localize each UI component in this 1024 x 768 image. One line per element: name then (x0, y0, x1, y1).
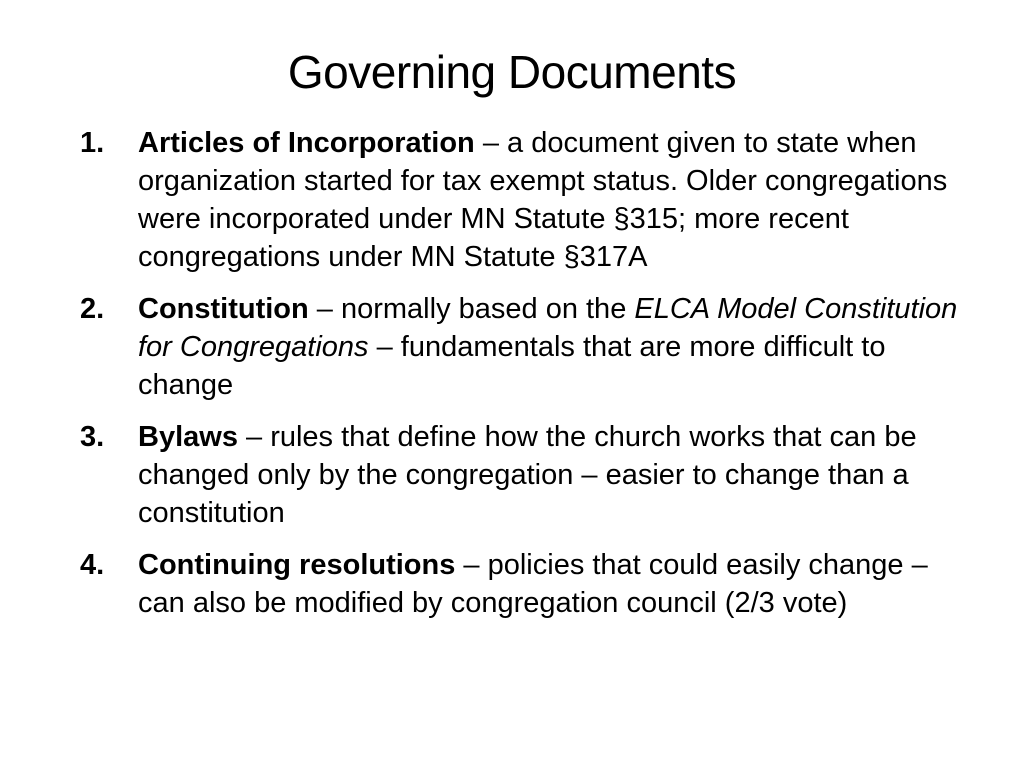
list-term: Continuing resolutions (138, 549, 456, 581)
list-description: – a document given to state when organization started for tax exempt status. Older congregations were incorporated under MN Statute §315; more recent congregations under MN Statute §317A (138, 127, 948, 273)
list-description-end: – fundamentals that are more difficult to change (138, 331, 886, 401)
list-item-constitution (80, 290, 960, 404)
list-number: 3. (80, 421, 105, 453)
list-term: Constitution (138, 293, 309, 325)
list-term: Bylaws (138, 421, 238, 453)
list-description: – policies that could easily change – can also be modified by congregation council (2/3 vote) (138, 549, 928, 619)
list-item-bylaws (80, 418, 960, 532)
list-description: – rules that define how the church works that can be changed only by the congregation – easier to change than a constitution (138, 421, 917, 529)
document-title-italic: ELCA Model Constitution for Congregations (138, 293, 958, 363)
governing-documents-list (80, 124, 960, 636)
list-item-continuing-resolutions (80, 546, 960, 622)
list-number: 2. (80, 293, 105, 325)
slide-title: Governing Documents (287, 46, 737, 98)
list-number: 1. (80, 127, 105, 159)
list-term: Articles of Incorporation (138, 127, 475, 159)
list-item-articles (80, 124, 960, 276)
list-number: 4. (80, 549, 105, 581)
list-description-start: – normally based on the (308, 293, 635, 325)
